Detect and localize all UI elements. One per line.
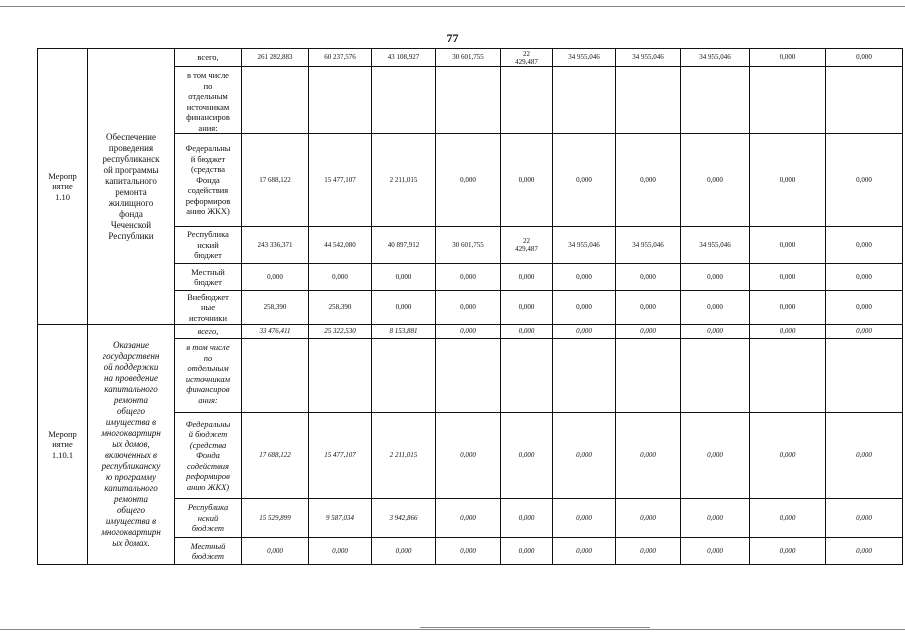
value-cell-y2020: 0,000 [681,325,750,339]
value-cell-y2014: 258,390 [309,291,372,325]
value-cell-y2022: 0,000 [826,325,903,339]
scan-edge-bottom [0,629,905,630]
value-cell-y2018: 34 955,046 [553,49,616,67]
value-cell-y2021 [750,67,826,134]
scan-edge-top [0,6,905,7]
value-cell-y2015: 8 153,881 [372,325,436,339]
value-cell-y2015: 3 942,866 [372,499,436,538]
value-cell-y2016: 30 601,755 [436,227,501,264]
value-cell-y2018: 34 955,046 [553,227,616,264]
value-cell-y2017: 0,000 [501,291,553,325]
value-cell-y2016: 0,000 [436,264,501,291]
value-cell-total: 258,390 [242,291,309,325]
measure-code: Меропр иятие 1.10.1 [38,325,88,565]
value-cell-y2019: 0,000 [616,499,681,538]
value-cell-y2019: 0,000 [616,538,681,565]
value-cell-y2020 [681,339,750,413]
value-cell-total: 15 529,899 [242,499,309,538]
value-cell-y2016: 0,000 [436,538,501,565]
value-cell-y2015: 43 108,927 [372,49,436,67]
value-cell-y2020: 0,000 [681,538,750,565]
value-cell-y2019: 0,000 [616,134,681,227]
value-cell-y2016: 0,000 [436,413,501,499]
value-cell-y2018: 0,000 [553,325,616,339]
value-cell-y2022: 0,000 [826,538,903,565]
value-cell-y2015 [372,67,436,134]
value-cell-total: 17 688,122 [242,134,309,227]
value-cell-y2019: 34 955,046 [616,49,681,67]
value-cell-y2017 [501,339,553,413]
value-cell-y2020: 34 955,046 [681,227,750,264]
value-cell-y2021 [750,339,826,413]
value-cell-y2017 [501,67,553,134]
value-cell-y2019: 0,000 [616,264,681,291]
value-cell-y2020: 0,000 [681,134,750,227]
value-cell-y2015: 0,000 [372,538,436,565]
page-number: 77 [446,31,459,45]
funding-source-label: всего, [175,325,242,339]
value-cell-total: 17 688,122 [242,413,309,499]
measure-name: Обеспечение проведения республиканск ой программы капитального ремонта жилищного фонда Чеченской Республики [88,49,175,325]
value-cell-y2021: 0,000 [750,499,826,538]
measure-name: Оказание государственн ой поддержки на проведение капитального ремонта общего имущества в многоквартирн ых домов, включенных в республиканску ю программу капитального ремонта общего имущества в многоквартирн ых домах. [88,325,175,565]
value-cell-y2021: 0,000 [750,291,826,325]
value-cell-y2015: 2 211,015 [372,134,436,227]
value-cell-y2016: 0,000 [436,134,501,227]
value-cell-y2020: 0,000 [681,264,750,291]
value-cell-y2019: 0,000 [616,291,681,325]
value-cell-y2017: 22 429,487 [501,227,553,264]
value-cell-y2019: 0,000 [616,325,681,339]
value-cell-y2015: 40 897,912 [372,227,436,264]
funding-source-label: Федеральны й бюджет (средства Фонда содействия реформиров анию ЖКХ) [175,413,242,499]
value-cell-y2018: 0,000 [553,413,616,499]
value-cell-y2022: 0,000 [826,413,903,499]
value-cell-y2014: 15 477,107 [309,134,372,227]
value-cell-y2021: 0,000 [750,49,826,67]
funding-source-label: Республика нский бюджет [175,499,242,538]
table-body [38,49,903,565]
value-cell-total: 33 476,411 [242,325,309,339]
value-cell-y2021: 0,000 [750,227,826,264]
value-cell-y2021: 0,000 [750,325,826,339]
value-cell-y2014: 0,000 [309,538,372,565]
value-cell-y2018: 0,000 [553,291,616,325]
value-cell-y2022: 0,000 [826,291,903,325]
value-cell-y2022: 0,000 [826,227,903,264]
funding-source-label: всего, [175,49,242,67]
value-cell-y2015 [372,339,436,413]
measure-code: Меропр иятие 1.10 [38,49,88,325]
budget-table [37,48,903,565]
value-cell-y2017: 0,000 [501,499,553,538]
value-cell-y2015: 0,000 [372,264,436,291]
value-cell-y2022: 0,000 [826,134,903,227]
value-cell-y2017: 0,000 [501,413,553,499]
value-cell-y2016 [436,67,501,134]
value-cell-y2015: 2 211,015 [372,413,436,499]
value-cell-total: 261 282,883 [242,49,309,67]
value-cell-y2014: 0,000 [309,264,372,291]
value-cell-y2021: 0,000 [750,413,826,499]
funding-source-label: Федеральны й бюджет (средства Фонда содействия реформиров анию ЖКХ) [175,134,242,227]
value-cell-y2021: 0,000 [750,264,826,291]
value-cell-total: 0,000 [242,264,309,291]
value-cell-y2022: 0,000 [826,499,903,538]
value-cell-y2016 [436,339,501,413]
value-cell-y2014: 15 477,107 [309,413,372,499]
value-cell-y2014: 44 542,080 [309,227,372,264]
value-cell-y2020: 0,000 [681,413,750,499]
value-cell-y2018: 0,000 [553,134,616,227]
funding-source-label: в том числе по отдельным источникам финансиров ания: [175,67,242,134]
value-cell-y2015: 0,000 [372,291,436,325]
measure-2-total-row [38,325,903,339]
value-cell-y2018: 0,000 [553,264,616,291]
value-cell-y2021: 0,000 [750,538,826,565]
value-cell-y2020 [681,67,750,134]
value-cell-total: 0,000 [242,538,309,565]
value-cell-y2017: 0,000 [501,325,553,339]
value-cell-y2022: 0,000 [826,264,903,291]
value-cell-y2018 [553,339,616,413]
value-cell-y2014: 60 237,576 [309,49,372,67]
value-cell-y2017: 22 429,487 [501,49,553,67]
value-cell-y2022 [826,67,903,134]
funding-source-label: Внебюджет ные источники [175,291,242,325]
value-cell-total [242,339,309,413]
value-cell-y2020: 0,000 [681,291,750,325]
value-cell-y2016: 30 601,755 [436,49,501,67]
funding-source-label: Республика нский бюджет [175,227,242,264]
funding-source-label: Местный бюджет [175,264,242,291]
value-cell-y2019: 0,000 [616,413,681,499]
value-cell-total: 243 336,371 [242,227,309,264]
value-cell-y2018: 0,000 [553,538,616,565]
value-cell-y2020: 0,000 [681,499,750,538]
value-cell-y2019: 34 955,046 [616,227,681,264]
value-cell-y2018 [553,67,616,134]
value-cell-y2016: 0,000 [436,499,501,538]
funding-source-label: в том числе по отдельным источникам финансиров ания: [175,339,242,413]
value-cell-y2014 [309,339,372,413]
value-cell-y2014: 25 322,530 [309,325,372,339]
value-cell-total [242,67,309,134]
scan-edge-bottom-fragment [420,627,650,628]
measure-1-total-row [38,49,903,67]
value-cell-y2019 [616,67,681,134]
funding-source-label: Местный бюджет [175,538,242,565]
value-cell-y2018: 0,000 [553,499,616,538]
value-cell-y2014 [309,67,372,134]
value-cell-y2022: 0,000 [826,49,903,67]
value-cell-y2020: 34 955,046 [681,49,750,67]
value-cell-y2017: 0,000 [501,264,553,291]
value-cell-y2017: 0,000 [501,134,553,227]
value-cell-y2022 [826,339,903,413]
value-cell-y2014: 9 587,034 [309,499,372,538]
value-cell-y2016: 0,000 [436,325,501,339]
value-cell-y2017: 0,000 [501,538,553,565]
value-cell-y2021: 0,000 [750,134,826,227]
value-cell-y2016: 0,000 [436,291,501,325]
value-cell-y2019 [616,339,681,413]
